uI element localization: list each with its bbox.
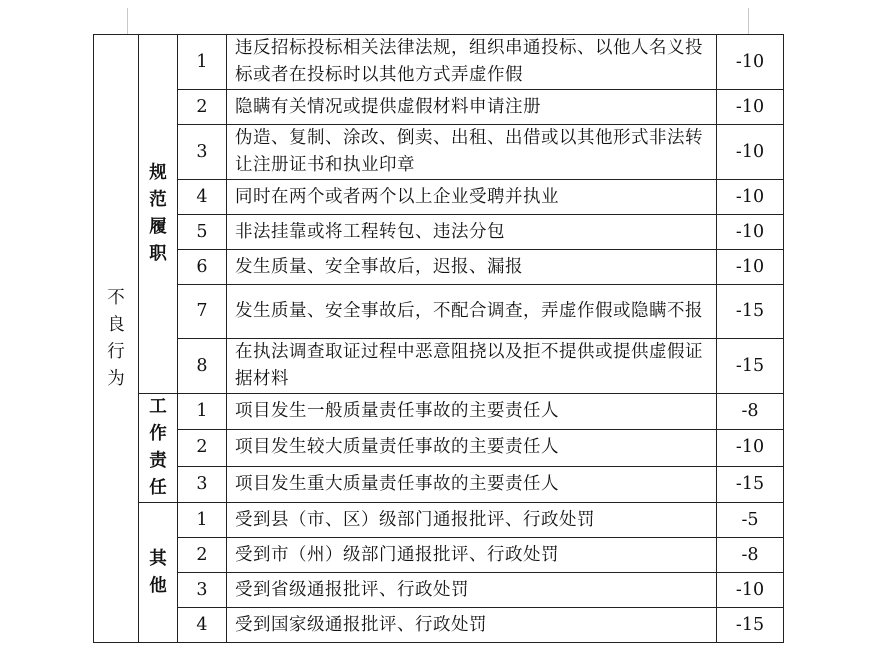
vertical-char: 其 xyxy=(149,548,167,569)
item-score: -10 xyxy=(717,125,784,180)
table-row xyxy=(94,125,784,180)
table-row xyxy=(94,35,784,90)
table-row xyxy=(94,180,784,215)
item-score: -8 xyxy=(717,394,784,430)
item-description: 项目发生重大质量责任事故的主要责任人 xyxy=(227,466,717,502)
vertical-char: 行 xyxy=(107,341,125,362)
item-description: 伪造、复制、涂改、倒卖、出租、出借或以其他形式非法转让注册证书和执业印章 xyxy=(227,125,717,180)
item-number: 2 xyxy=(178,430,227,466)
item-number: 7 xyxy=(178,285,227,339)
item-score: -10 xyxy=(717,90,784,125)
item-description: 受到国家级通报批评、行政处罚 xyxy=(227,608,717,643)
vertical-char: 不 xyxy=(107,287,125,308)
item-description: 项目发生一般质量责任事故的主要责任人 xyxy=(227,394,717,430)
item-number: 1 xyxy=(178,35,227,90)
table-row xyxy=(94,90,784,125)
item-score: -15 xyxy=(717,608,784,643)
item-score: -10 xyxy=(717,35,784,90)
item-score: -15 xyxy=(717,285,784,339)
table-row xyxy=(94,215,784,250)
vertical-char: 他 xyxy=(149,575,167,596)
item-score: -10 xyxy=(717,250,784,285)
table-row xyxy=(94,608,784,643)
item-number: 4 xyxy=(178,608,227,643)
table-row xyxy=(94,394,784,430)
table-body xyxy=(94,35,784,643)
vertical-char: 职 xyxy=(149,244,167,264)
item-number: 2 xyxy=(178,90,227,125)
item-description: 受到市（州）级部门通报批评、行政处罚 xyxy=(227,538,717,573)
item-score: -15 xyxy=(717,339,784,394)
vertical-char: 履 xyxy=(149,217,167,237)
item-description: 违反招标投标相关法律法规，组织串通投标、以他人名义投标或者在投标时以其他方式弄虚作假 xyxy=(227,35,717,90)
item-number: 3 xyxy=(178,466,227,502)
table-row xyxy=(94,538,784,573)
table-row xyxy=(94,466,784,502)
vertical-char: 工 xyxy=(149,397,167,417)
item-number: 1 xyxy=(178,394,227,430)
item-description: 项目发生较大质量责任事故的主要责任人 xyxy=(227,430,717,466)
item-description: 受到县（市、区）级部门通报批评、行政处罚 xyxy=(227,503,717,538)
item-number: 3 xyxy=(178,573,227,608)
vertical-char: 作 xyxy=(149,424,167,444)
item-description: 隐瞒有关情况或提供虚假材料申请注册 xyxy=(227,90,717,125)
table-row xyxy=(94,430,784,466)
vertical-char: 任 xyxy=(149,478,167,498)
category-cell xyxy=(94,35,139,643)
item-description: 发生质量、安全事故后，迟报、漏报 xyxy=(227,250,717,285)
vertical-char: 良 xyxy=(107,314,125,335)
item-number: 1 xyxy=(178,503,227,538)
item-number: 5 xyxy=(178,215,227,250)
group-name-cell xyxy=(139,35,178,394)
item-score: -10 xyxy=(717,573,784,608)
item-score: -8 xyxy=(717,538,784,573)
vertical-char: 为 xyxy=(107,368,125,389)
item-score: -10 xyxy=(717,430,784,466)
item-score: -10 xyxy=(717,215,784,250)
table-row xyxy=(94,285,784,339)
item-description: 发生质量、安全事故后，不配合调查，弄虚作假或隐瞒不报 xyxy=(227,285,717,339)
item-number: 3 xyxy=(178,125,227,180)
table-row xyxy=(94,573,784,608)
group-name-cell xyxy=(139,394,178,503)
item-description: 在执法调查取证过程中恶意阻挠以及拒不提供或提供虚假证据材料 xyxy=(227,339,717,394)
item-number: 4 xyxy=(178,180,227,215)
table-row xyxy=(94,339,784,394)
bad-behavior-table xyxy=(93,34,784,643)
item-number: 2 xyxy=(178,538,227,573)
margin-guide-left xyxy=(127,8,128,34)
item-description: 非法挂靠或将工程转包、违法分包 xyxy=(227,215,717,250)
table-row xyxy=(94,503,784,538)
item-score: -15 xyxy=(717,466,784,502)
group-name-cell xyxy=(139,503,178,643)
vertical-char: 范 xyxy=(149,190,167,210)
vertical-char: 责 xyxy=(149,451,167,471)
item-description: 受到省级通报批评、行政处罚 xyxy=(227,573,717,608)
vertical-char: 规 xyxy=(149,163,167,183)
margin-guide-right xyxy=(748,8,749,34)
item-score: -10 xyxy=(717,180,784,215)
item-number: 6 xyxy=(178,250,227,285)
table-row xyxy=(94,250,784,285)
item-score: -5 xyxy=(717,503,784,538)
item-description: 同时在两个或者两个以上企业受聘并执业 xyxy=(227,180,717,215)
item-number: 8 xyxy=(178,339,227,394)
